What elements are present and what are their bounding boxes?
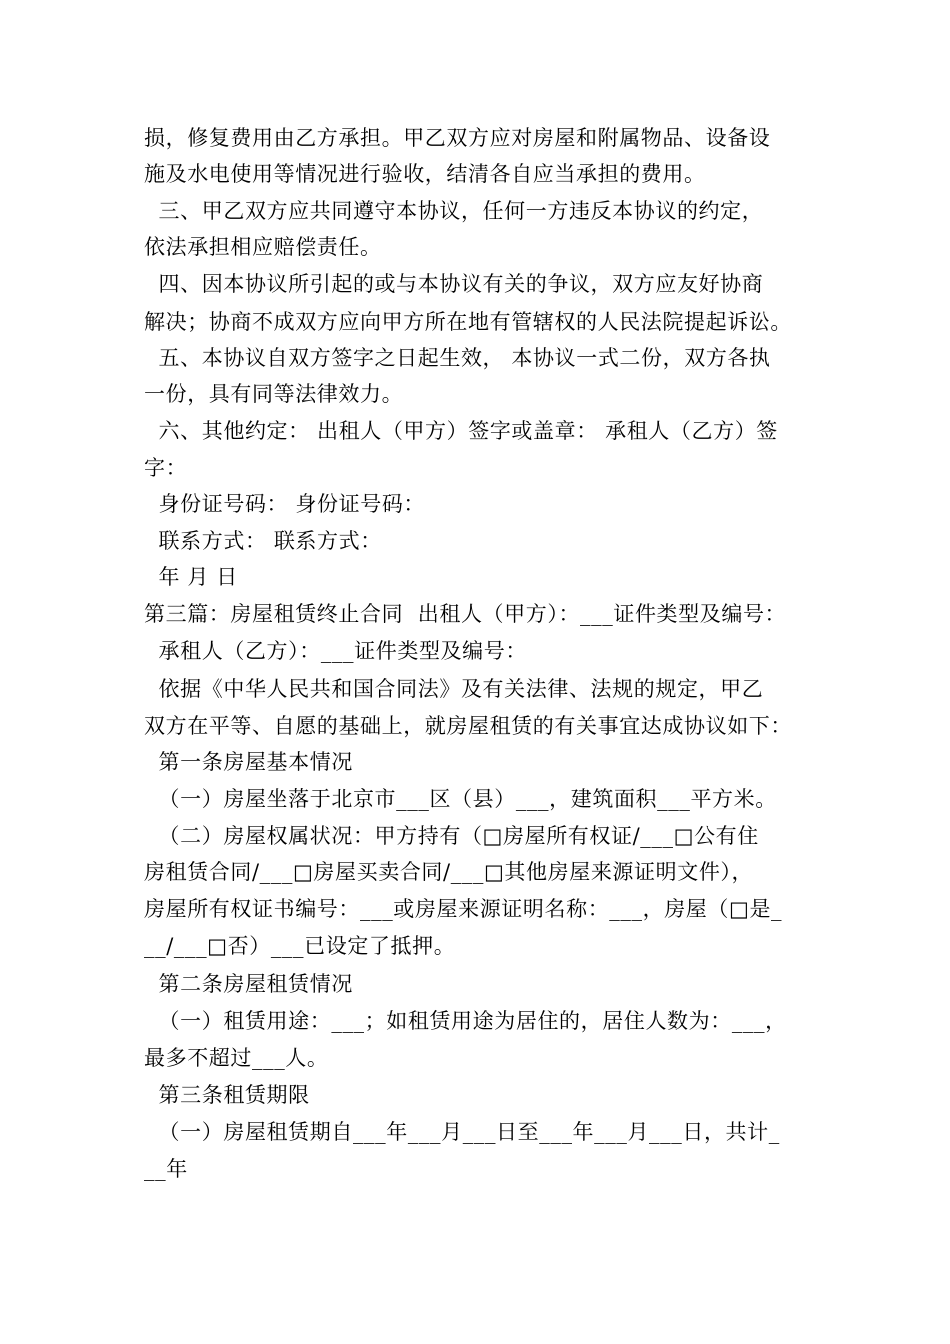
text-line: 字： [144, 456, 188, 480]
text-line: 身份证号码： 身份证号码： [144, 492, 426, 516]
text-line: 房屋所有权证书编号：___或房屋来源证明名称：___，房屋（□是_ [144, 897, 783, 921]
text-line: 四、因本协议所引起的或与本协议有关的争议，双方应友好协商 [144, 272, 764, 296]
text-line: 房租赁合同/___□房屋买卖合同/___□其他房屋来源证明文件）， [144, 860, 754, 884]
text-line: 年 月 日 [144, 565, 238, 589]
text-line: （一）房屋坐落于北京市___区（县）___，建筑面积___平方米。 [144, 787, 777, 811]
text-line: 承租人（乙方）：___证件类型及编号： [144, 639, 527, 663]
text-line: 联系方式： 联系方式： [144, 529, 382, 553]
section-heading: 第三篇：房屋租赁终止合同 出租人（甲方）：___证件类型及编号： [144, 602, 787, 626]
text-line: 双方在平等、自愿的基础上，就房屋租赁的有关事宜达成协议如下： [144, 714, 792, 738]
text-line: （二）房屋权属状况：甲方持有（□房屋所有权证/___□公有住 [144, 824, 759, 848]
text-line: 三、甲乙双方应共同遵守本协议，任何一方违反本协议的约定， [144, 199, 764, 223]
text-line: 解决；协商不成双方应向甲方所在地有管辖权的人民法院提起诉讼。 [144, 310, 792, 334]
text-line: 最多不超过___人。 [144, 1046, 329, 1070]
text-line: （一）租赁用途：___；如租赁用途为居住的，居住人数为：___， [144, 1009, 787, 1033]
text-line: （一）房屋租赁期自___年___月___日至___年___月___日，共计_ [144, 1120, 780, 1144]
article-heading: 第三条租赁期限 [144, 1083, 310, 1107]
text-line: 依法承担相应赔偿责任。 [144, 235, 382, 259]
article-heading: 第一条房屋基本情况 [144, 750, 353, 774]
text-line: __年 [144, 1157, 188, 1181]
text-line: 五、本协议自双方签字之日起生效， 本协议一式二份，双方各执 [144, 346, 771, 370]
text-line: 损，修复费用由乙方承担。甲乙双方应对房屋和附属物品、设备设 [144, 126, 771, 150]
text-line: 依据《中华人民共和国合同法》及有关法律、法规的规定，甲乙 [144, 677, 764, 701]
text-line: __/___□否）___已设定了抵押。 [144, 934, 456, 958]
article-heading: 第二条房屋租赁情况 [144, 972, 353, 996]
text-line: 六、其他约定： 出租人（甲方）签字或盖章： 承租人（乙方）签 [144, 419, 778, 443]
text-line: 一份，具有同等法律效力。 [144, 382, 404, 406]
text-line: 施及水电使用等情况进行验收，结清各自应当承担的费用。 [144, 162, 706, 186]
